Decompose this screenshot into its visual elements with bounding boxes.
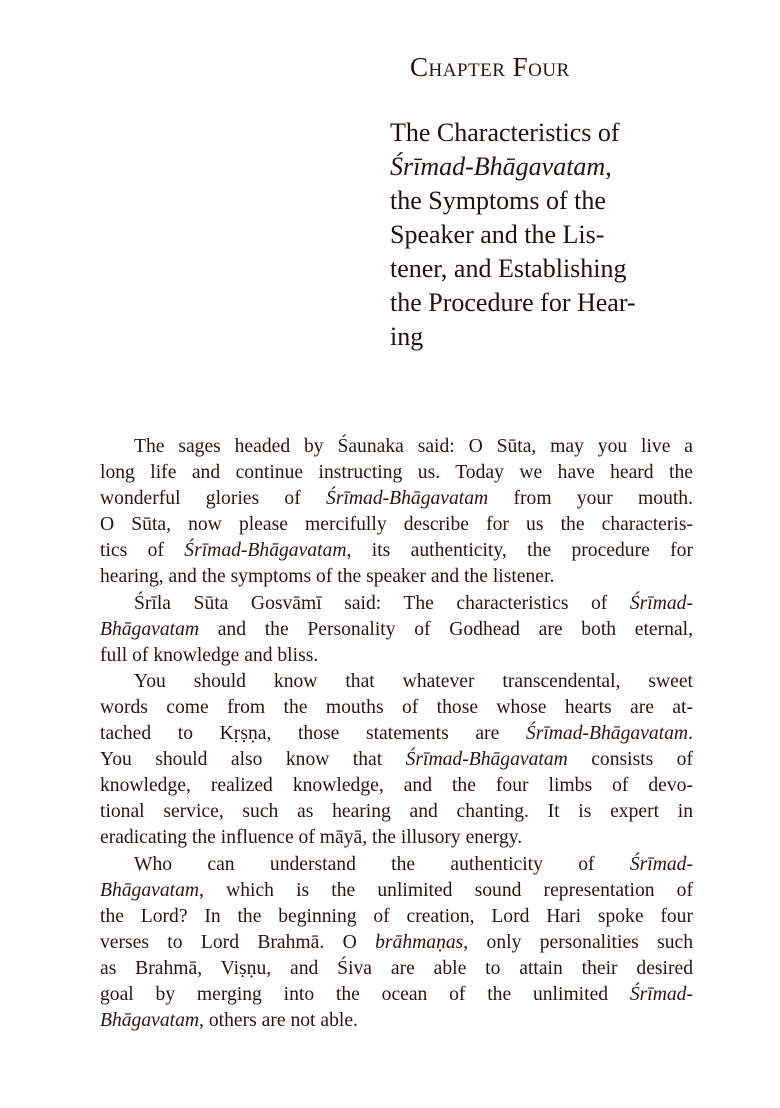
italic-term: brāhmaṇas [375, 931, 464, 953]
text-segment: The sages headed by Śaunaka said: O Sūta, may you live a [134, 436, 693, 457]
text-segment: , only personalities such [463, 931, 694, 953]
text-segment: long life and continue instructing us. Today we have heard the [100, 462, 693, 484]
text-line [100, 538, 693, 564]
italic-term: Śrīmad- [629, 853, 693, 875]
text-line [100, 904, 693, 930]
text-segment: , which is the unlimited sound representation of [199, 879, 693, 901]
text-segment: tached to Kṛṣṇa, those statements are [100, 723, 526, 745]
text-line [100, 878, 693, 904]
text-segment: ing [390, 322, 424, 351]
text-segment: wonderful glories of [100, 488, 327, 510]
italic-term: Śrīmad-Bhāgavatam [525, 723, 689, 745]
text-line [100, 486, 693, 512]
text-segment: Speaker and the Lis- [390, 220, 605, 249]
italic-term: Bhāgavatam [100, 879, 200, 901]
text-segment: eradicating the influence of māyā, the illusory energy. [100, 827, 523, 849]
italic-term: Śrīmad- [629, 983, 693, 1005]
text-line [100, 434, 693, 460]
title-line [390, 116, 690, 150]
text-segment: Śrīla Sūta Gosvāmī said: The characteristics of [134, 592, 630, 614]
text-line [100, 721, 693, 747]
text-line [100, 564, 693, 590]
text-segment: the Symptoms of the [390, 186, 606, 215]
text-segment: from your mouth. [488, 488, 694, 510]
text-line [100, 825, 693, 851]
text-line [100, 643, 693, 669]
text-segment: goal by merging into the ocean of the unlimited [100, 983, 630, 1005]
text-segment: , [605, 152, 612, 181]
chapter-body-text [100, 434, 693, 1034]
text-line [100, 852, 693, 878]
text-line [100, 695, 693, 721]
title-line [390, 218, 690, 252]
text-segment: . [688, 723, 693, 745]
italic-term: Bhāgavatam [100, 618, 200, 640]
text-segment: verses to Lord Brahmā. O [100, 931, 376, 953]
title-line [390, 184, 690, 218]
text-line [100, 669, 693, 695]
text-line [100, 460, 693, 486]
text-line [100, 617, 693, 643]
text-segment: the Procedure for Hear- [390, 288, 636, 317]
text-segment: The Characteristics of [390, 118, 620, 147]
chapter-title [390, 116, 690, 354]
italic-term: Śrīmad-Bhāgavatam [405, 749, 568, 771]
text-segment: , its authenticity, the procedure for [346, 540, 694, 562]
text-line [100, 512, 693, 538]
italic-term: Śrīmad-Bhāgavatam [326, 488, 489, 510]
text-segment: tener, and Establishing [390, 254, 627, 283]
text-segment: the Lord? In the beginning of creation, Lord Hari spoke four [100, 905, 693, 927]
chapter-label: Chapter Four [410, 52, 570, 82]
title-line [390, 150, 690, 184]
italic-term: Śrīmad-Bhāgavatam [184, 540, 347, 562]
text-segment: tional service, such as hearing and chanting. It is expert in [100, 801, 693, 823]
text-line [100, 799, 693, 825]
text-segment: tics of [100, 540, 185, 562]
text-segment: You should also know that [100, 749, 406, 771]
italic-term: Śrīmad- [629, 592, 693, 614]
text-segment: and the Personality of Godhead are both eternal, [199, 618, 693, 640]
title-line [390, 252, 690, 286]
text-line [100, 591, 693, 617]
text-line [100, 1008, 693, 1034]
text-segment: words come from the mouths of those whose hearts are at- [100, 696, 693, 718]
text-line [100, 930, 693, 956]
italic-term: Bhāgavatam [100, 1010, 200, 1032]
text-segment: O Sūta, now please mercifully describe for us the characteris- [100, 514, 693, 536]
text-segment: hearing, and the symptoms of the speaker and the listener. [100, 566, 555, 588]
text-line [100, 773, 693, 799]
text-line [100, 982, 693, 1008]
text-segment: full of knowledge and bliss. [100, 644, 319, 666]
text-segment: as Brahmā, Viṣṇu, and Śiva are able to attain their desired [100, 957, 693, 979]
text-line [100, 747, 693, 773]
text-segment: You should know that whatever transcendental, sweet [134, 670, 693, 692]
text-line [100, 956, 693, 982]
text-segment: Who can understand the authenticity of [134, 853, 630, 875]
title-line [390, 286, 690, 320]
title-line [390, 320, 690, 354]
italic-term: Śrīmad-Bhāgavatam [390, 152, 606, 181]
text-segment: , others are not able. [199, 1010, 358, 1032]
text-segment: knowledge, realized knowledge, and the four limbs of devo- [100, 775, 693, 797]
text-segment: consists of [567, 749, 694, 771]
